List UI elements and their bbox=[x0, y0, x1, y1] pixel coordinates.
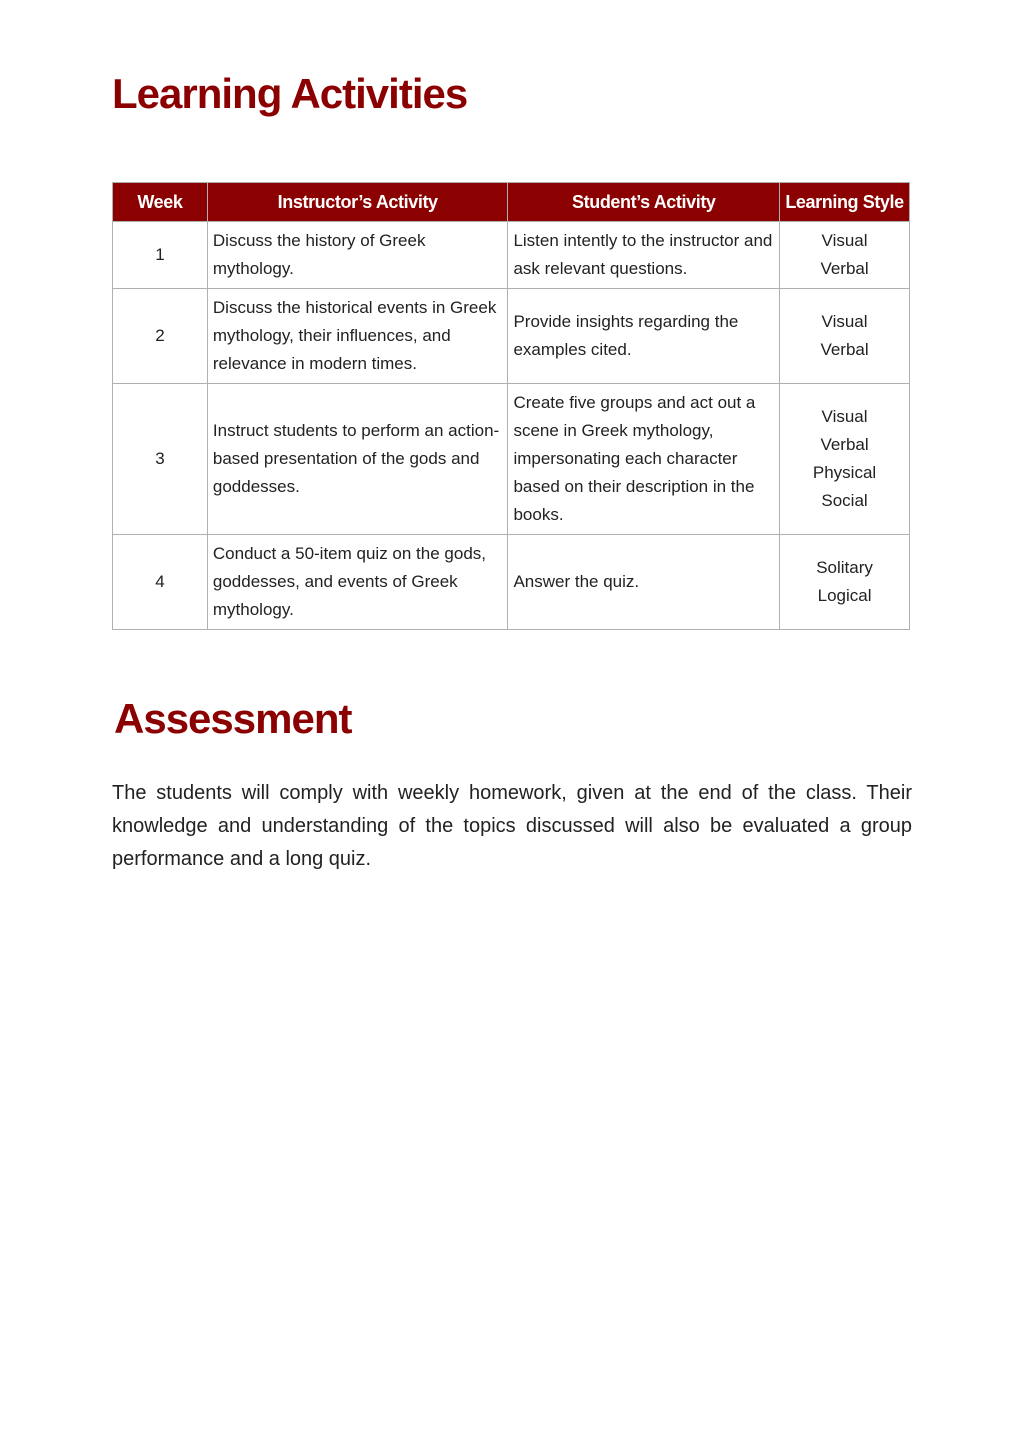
learning-style-item: Verbal bbox=[820, 259, 869, 278]
learning-style-cell bbox=[780, 384, 910, 535]
header-learning-style: Learning Style bbox=[780, 183, 910, 222]
table-row bbox=[113, 289, 910, 384]
week-cell: 1 bbox=[113, 222, 208, 289]
assessment-title: Assessment bbox=[114, 695, 352, 742]
assessment-body: The students will comply with weekly homework, given at the end of the class. Their knowledge and understanding of the topics discussed will also be evaluated a group performance and a long quiz. bbox=[112, 782, 912, 870]
header-student-activity: Student’s Activity bbox=[508, 183, 780, 222]
learning-style-item: Social bbox=[821, 491, 868, 510]
header-instructor-activity: Instructor’s Activity bbox=[207, 183, 508, 222]
learning-style-item: Logical bbox=[817, 586, 872, 605]
learning-activities-table bbox=[112, 182, 910, 630]
learning-style-item: Visual bbox=[821, 407, 868, 426]
learning-activities-title: Learning Activities bbox=[112, 70, 468, 117]
instructor-activity-cell: Discuss the history of Greek mythology. bbox=[207, 222, 508, 289]
header-week: Week bbox=[113, 183, 208, 222]
learning-style-item: Solitary bbox=[816, 558, 873, 577]
table-row bbox=[113, 384, 910, 535]
instructor-activity-cell: Instruct students to perform an action-based presentation of the gods and goddesses. bbox=[207, 384, 508, 535]
learning-style-item: Physical bbox=[812, 463, 877, 482]
learning-style-cell bbox=[780, 222, 910, 289]
student-activity-cell: Create five groups and act out a scene in Greek mythology, impersonating each character based on their description in the books. bbox=[508, 384, 780, 535]
learning-style-item: Visual bbox=[821, 312, 868, 331]
learning-style-cell bbox=[780, 535, 910, 630]
week-cell: 4 bbox=[113, 535, 208, 630]
week-cell: 2 bbox=[113, 289, 208, 384]
table-row bbox=[113, 222, 910, 289]
table-header-row bbox=[113, 183, 910, 222]
instructor-activity-cell: Conduct a 50-item quiz on the gods, goddesses, and events of Greek mythology. bbox=[207, 535, 508, 630]
student-activity-cell: Answer the quiz. bbox=[508, 535, 780, 630]
instructor-activity-cell: Discuss the historical events in Greek mythology, their influences, and relevance in modern times. bbox=[207, 289, 508, 384]
student-activity-cell: Listen intently to the instructor and ask relevant questions. bbox=[508, 222, 780, 289]
learning-style-item: Verbal bbox=[820, 340, 869, 359]
table-row bbox=[113, 535, 910, 630]
learning-style-cell bbox=[780, 289, 910, 384]
week-cell: 3 bbox=[113, 384, 208, 535]
learning-style-item: Verbal bbox=[820, 435, 869, 454]
learning-style-item: Visual bbox=[821, 231, 868, 250]
student-activity-cell: Provide insights regarding the examples cited. bbox=[508, 289, 780, 384]
